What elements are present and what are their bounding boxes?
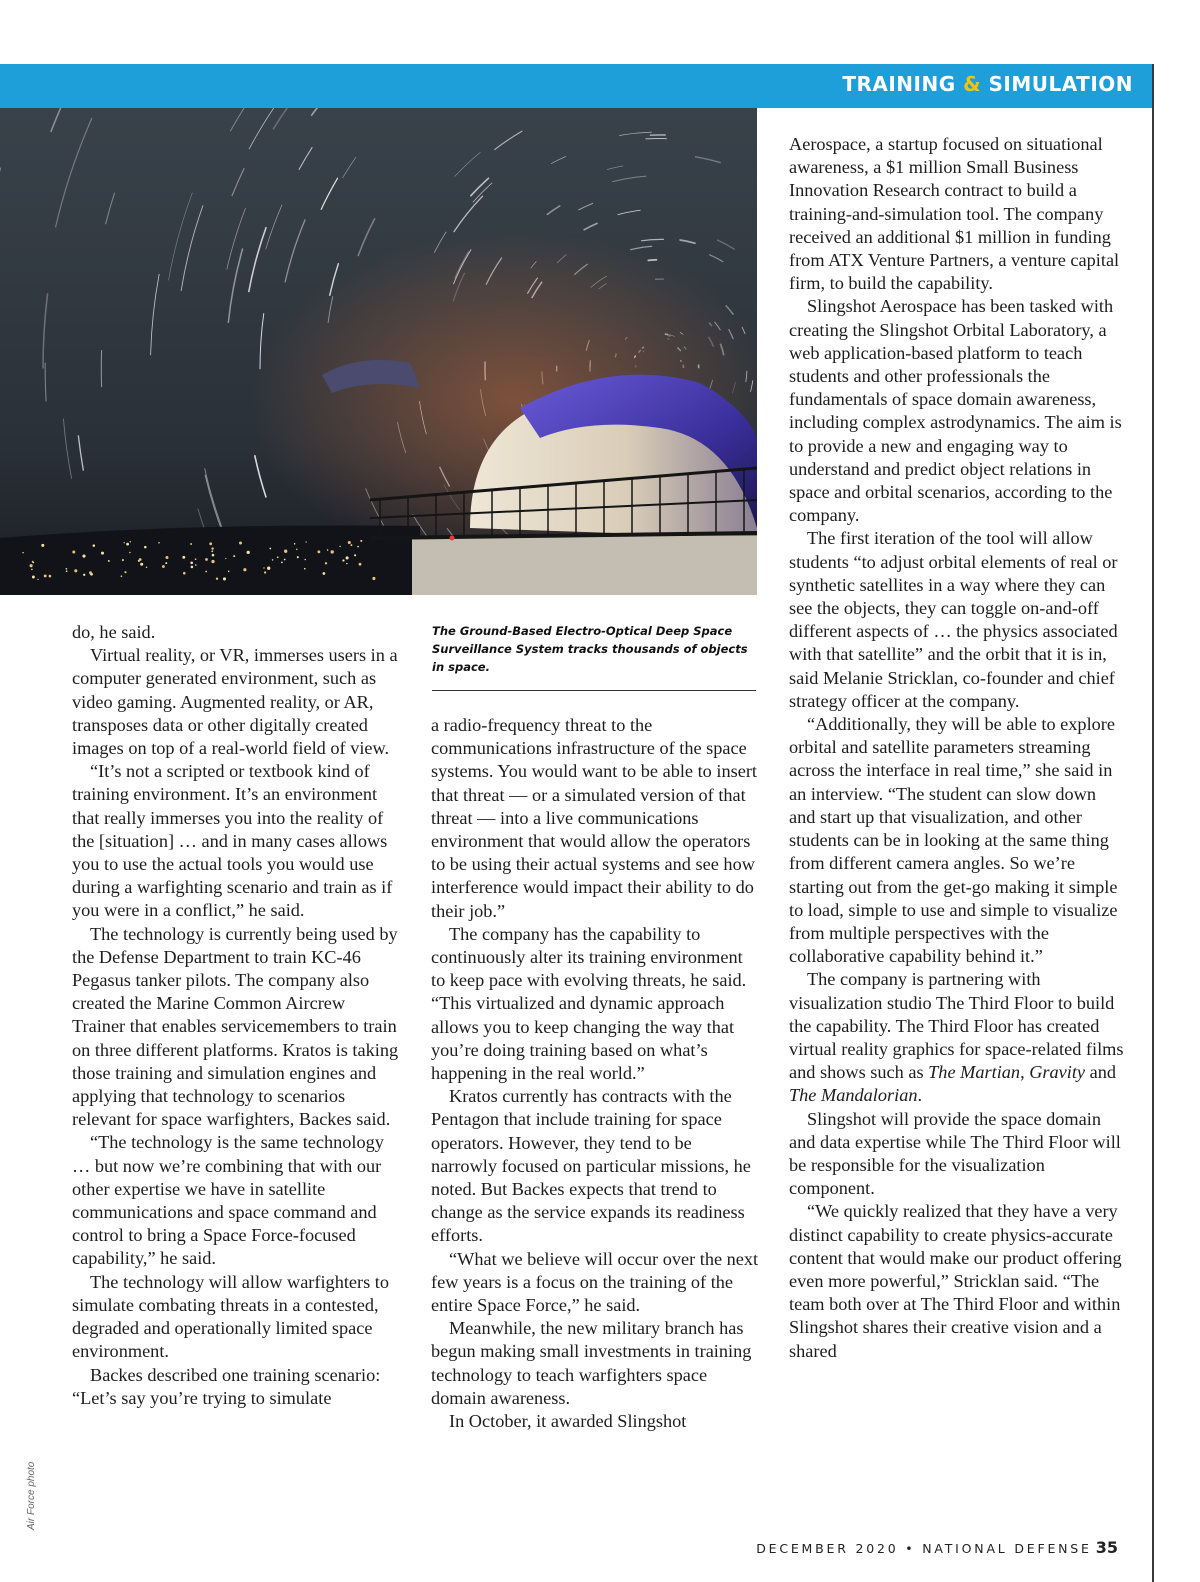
- town-light: [22, 552, 24, 554]
- town-light: [44, 574, 47, 577]
- town-light: [191, 566, 194, 569]
- town-light: [195, 564, 197, 566]
- town-light: [263, 567, 264, 568]
- section-header-bar: [0, 64, 1153, 108]
- town-light: [211, 550, 213, 552]
- town-light: [211, 547, 213, 549]
- town-light: [294, 543, 296, 545]
- town-light: [41, 544, 44, 547]
- paragraph: Meanwhile, the new military branch has begun making small investments in training technology to teach warfighters space domain awareness.: [431, 1318, 752, 1408]
- town-light: [124, 571, 126, 573]
- town-light: [108, 560, 110, 562]
- town-light: [348, 541, 351, 544]
- town-light: [72, 551, 75, 554]
- town-light: [74, 569, 77, 572]
- town-light: [190, 543, 192, 545]
- paragraph: The technology will allow warfighters to simulate combating threats in a contested, degraded and operationally limited space environment.: [72, 1271, 390, 1362]
- paragraph: Slingshot Aerospace has been tasked with creating the Slingshot Orbital Laboratory, a web application-based platform to teach students and other professionals the fundamentals of space domain awareness, including complex astrodynamics. The aim is to provide a new and engaging way to understand and predict object relations in space and orbital scenarios, according to the company.: [789, 296, 1122, 526]
- town-light: [212, 554, 215, 557]
- town-light: [346, 563, 347, 564]
- footer-issue: DECEMBER 2020 • NATIONAL DEFENSE: [756, 1541, 1092, 1556]
- town-light: [121, 575, 123, 577]
- town-light: [209, 542, 212, 545]
- town-light: [269, 548, 271, 550]
- section-title-ampersand: &: [963, 72, 982, 96]
- town-light: [211, 560, 214, 563]
- town-light: [305, 559, 306, 560]
- town-light: [30, 564, 33, 567]
- caption-divider: [432, 690, 756, 691]
- town-light: [66, 568, 68, 570]
- film-title: The Mandalorian: [789, 1085, 918, 1106]
- town-light: [130, 541, 131, 542]
- paragraph: The first iteration of the tool will allow students “to adjust orbital elements of real or synthetic satellites in a way where they can see the objects, they can toggle on-and-off different aspects of … the physics associated with that satellite” and the orbit that it is in, said Melanie Stricklan, co-founder and chief strategy officer at the company.: [789, 528, 1118, 711]
- town-light: [124, 542, 125, 543]
- paragraph: The company is partnering with visualization studio The Third Floor to build the capability. The Third Floor has created virtual reality graphics for space-related films and shows such as The Martian, Gravity and The Mandalorian.: [789, 969, 1124, 1106]
- town-light: [31, 569, 33, 571]
- town-light: [284, 550, 287, 553]
- town-light: [182, 556, 185, 559]
- paragraph: “We quickly realized that they have a very distinct capability to create physics-accurate content that would make our product offering even more powerful,” Stricklan said. “The team both over at The Third Floor and within Slingshot shares their creative vision and a shared: [789, 1201, 1122, 1361]
- town-light: [331, 550, 334, 553]
- town-light: [223, 577, 226, 580]
- town-light: [317, 550, 320, 553]
- town-light: [296, 549, 297, 550]
- paragraph: a radio-frequency threat to the communications infrastructure of the space systems. You would want to be able to insert that threat — or a simulated version of that threat — into a live communications environment that would allow the operators to be using their actual systems and see how interference would impact their ability to do their job.”: [431, 715, 757, 921]
- town-light: [264, 571, 266, 573]
- right-edge-rule: [1152, 64, 1154, 1582]
- paragraph: do, he said.: [72, 622, 156, 642]
- town-light: [140, 563, 143, 566]
- paragraph: “The technology is the same technology … but now we’re combining that with our other expertise we have in satellite communications and space command and control to bring a Space Force-focused capability,” he said.: [72, 1132, 384, 1269]
- town-light: [277, 556, 279, 558]
- town-light: [216, 578, 218, 580]
- town-light: [89, 571, 92, 574]
- photo-illustration: [0, 108, 757, 595]
- town-light: [272, 559, 274, 561]
- town-light: [267, 567, 270, 570]
- section-title-training: TRAINING: [842, 72, 956, 96]
- observatory-star-trail-photo: [0, 108, 757, 595]
- town-light: [37, 579, 38, 580]
- paragraph: The technology is currently being used by the Defense Department to train KC-46 Pegasus tanker pilots. The company also created the Marine Common Aircrew Trainer that enables servicemembers to train on three different platforms. Kratos is taking those training and simulation engines and applying that technology to scenarios relevant for space warfighters, Backes said.: [72, 923, 399, 1130]
- town-light: [83, 574, 85, 576]
- town-light: [158, 542, 160, 544]
- page-number: 35: [1095, 1538, 1118, 1557]
- town-light: [327, 549, 329, 551]
- town-light: [297, 556, 299, 558]
- town-light: [247, 551, 250, 554]
- town-light: [126, 543, 129, 546]
- town-light: [372, 577, 375, 580]
- town-light: [32, 576, 35, 579]
- town-light: [305, 541, 306, 542]
- red-light: [450, 536, 455, 541]
- paragraph: “Additionally, they will be able to explore orbital and satellite parameters streaming across the interface in real time,” she said in an interview. “The student can slow down and start up that visualization, and other students can be in looking at the same thing from different camera angles. So we’re starting out from the get-go making it simple to load, simple to use and simple to visualize from multiple perspectives with the collaborative capability behind it.”: [789, 714, 1118, 967]
- observatory-base: [412, 536, 757, 595]
- photo-caption: The Ground-Based Electro-Optical Deep Space Surveillance System tracks thousands of objects in space.: [432, 624, 748, 674]
- town-light: [350, 544, 352, 546]
- town-light: [146, 567, 148, 569]
- town-light: [82, 555, 85, 558]
- town-light: [323, 572, 326, 575]
- town-light: [93, 544, 96, 547]
- town-light: [284, 559, 286, 561]
- town-light: [339, 546, 340, 547]
- town-light: [243, 568, 246, 571]
- town-light: [325, 562, 327, 564]
- page-footer: [756, 1538, 1118, 1557]
- paragraph: Virtual reality, or VR, immerses users in a computer generated environment, such as video gaming. Augmented reality, or AR, transposes data or other digitally created images on top of a real-world field of view.: [72, 645, 398, 759]
- town-light: [228, 571, 230, 573]
- article-column-3: [789, 133, 1124, 1363]
- dark-ground: [0, 526, 420, 596]
- town-light: [49, 575, 52, 578]
- town-light: [360, 540, 362, 542]
- town-light: [138, 560, 140, 562]
- town-light: [346, 556, 349, 559]
- paragraph: In October, it awarded Slingshot: [449, 1411, 687, 1432]
- town-light: [304, 568, 306, 570]
- film-title: Gravity: [1029, 1062, 1086, 1083]
- paragraph: The company has the capability to continuously alter its training environment to keep pace with evolving threats, he said. “This virtualized and dynamic approach allows you to keep changing the way that you’re doing training based on what’s happening in the real world.”: [431, 923, 747, 1084]
- paragraph: “It’s not a scripted or textbook kind of training environment. It’s an environment that really immerses you into the reality of the [situation] … and in many cases allows you to use the actual tools you would use during a warfighting scenario and train as if you were in a conflict,” he said.: [72, 761, 393, 921]
- paragraph: Aerospace, a startup focused on situational awareness, a $1 million Small Business Innovation Research contract to build a training-and-simulation tool. The company received an additional $1 million in funding from ATX Venture Partners, a venture capital firm, to build the capability.: [789, 134, 1120, 294]
- town-light: [205, 558, 208, 561]
- town-light: [129, 552, 131, 554]
- town-light: [165, 562, 167, 564]
- paragraph: “What we believe will occur over the next few years is a focus on the training of the entire Space Force,” he said.: [431, 1248, 759, 1316]
- town-light: [162, 565, 165, 568]
- article-column-1: [72, 621, 402, 1410]
- section-title-simulation: SIMULATION: [988, 72, 1133, 96]
- town-light: [190, 561, 193, 564]
- town-light: [32, 561, 34, 563]
- town-light: [122, 559, 124, 561]
- town-light: [66, 570, 68, 572]
- town-light: [281, 562, 283, 564]
- town-light: [233, 555, 235, 557]
- town-light: [239, 542, 242, 545]
- town-light: [357, 546, 359, 548]
- paragraph: Kratos currently has contracts with the Pentagon that include training for space operators. However, they tend to be narrowly focused on particular missions, he noted. But Backes expects that trend to change as the service expands its readiness efforts.: [431, 1086, 751, 1246]
- town-light: [166, 556, 169, 559]
- town-light: [195, 558, 197, 560]
- town-light: [205, 571, 207, 573]
- town-light: [342, 559, 344, 561]
- town-light: [359, 563, 362, 566]
- town-light: [183, 572, 186, 575]
- film-title: The Martian: [928, 1062, 1021, 1083]
- town-light: [354, 554, 356, 556]
- paragraph: Backes described one training scenario: “Let’s say you’re trying to simulate: [72, 1364, 381, 1408]
- photo-credit: Air Force photo: [26, 1461, 37, 1530]
- paragraph: Slingshot will provide the space domain and data expertise while The Third Floor will be responsible for the visualization component.: [789, 1108, 1121, 1199]
- town-light: [101, 552, 104, 555]
- article-column-2: [431, 714, 761, 1433]
- section-title: [842, 72, 1133, 96]
- town-light: [225, 558, 226, 559]
- town-light: [144, 546, 147, 549]
